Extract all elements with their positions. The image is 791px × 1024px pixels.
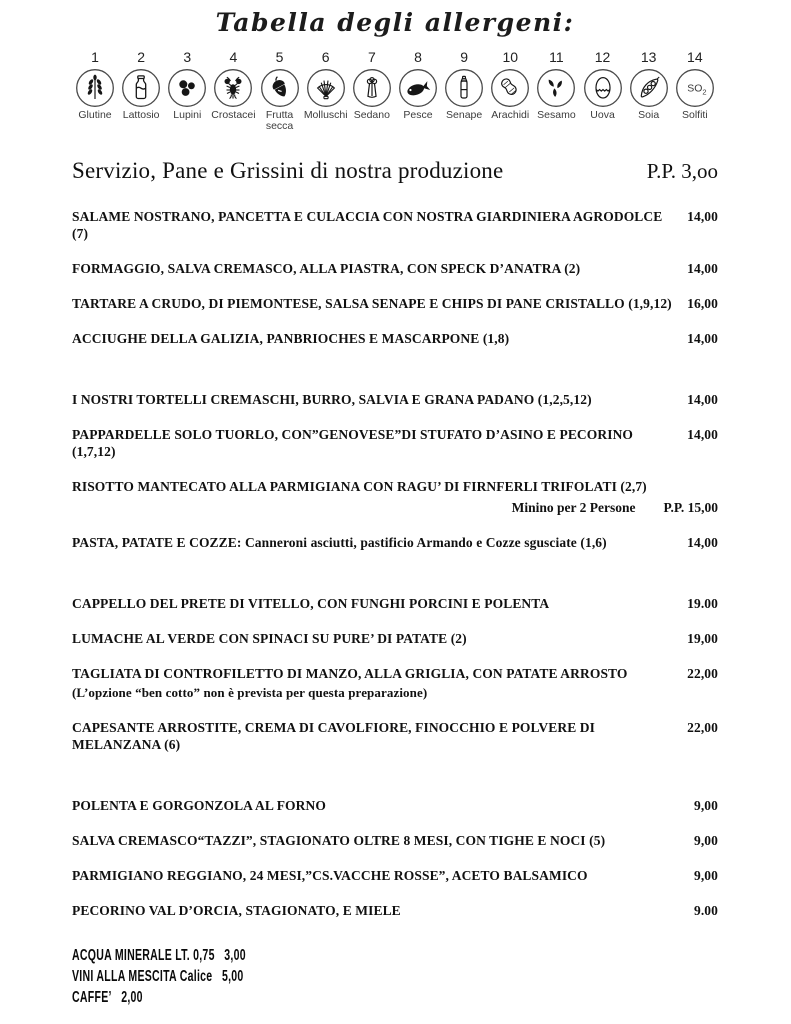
menu-item-name: PASTA, PATATE E COZZE: Canneroni asciutti, pastificio Armando e Cozze sgusciate (1,6) [72,535,607,551]
allergen-label: Solfiti [681,109,708,121]
menu-item-name: PARMIGIANO REGGIANO, 24 MESI,”CS.VACCHE ROSSE”, ACETO BALSAMICO [72,868,588,884]
crustacean-icon [213,68,253,108]
menu-item-price: 19,00 [687,631,718,647]
menu-item [72,665,718,701]
menu-item [72,630,718,647]
menu-item-name: TARTARE A CRUDO, DI PIEMONTESE, SALSA SENAPE E CHIPS DI PANE CRISTALLO (1,9,12) [72,296,672,312]
allergen-number: 1 [91,49,99,65]
subline-price: P.P. 15,00 [663,500,718,516]
allergen-number: 11 [549,49,564,65]
allergen-number: 10 [502,49,519,65]
menu-item-subline [72,499,718,516]
allergen-col-frutta-secca [257,49,303,132]
allergen-label: Senape [446,109,483,121]
menu-item-name: FORMAGGIO, SALVA CREMASCO, ALLA PIASTRA, CON SPECK D’ANATRA (2) [72,261,581,277]
allergen-label: Crostacei [211,109,256,121]
service-title: Servizio, Pane e Grissini di nostra produzione [72,158,504,184]
allergen-label: Uova [590,109,615,121]
menu-item-note: (L’opzione “ben cotto” non è prevista per questa preparazione) [72,685,428,701]
allergen-col-molluschi [303,49,349,132]
allergen-col-arachidi [487,49,533,132]
allergen-col-lupini [164,49,210,132]
menu-item [72,797,718,814]
allergen-col-sedano [349,49,395,132]
wheat-icon [75,68,115,108]
menu-item-price: 14,00 [687,392,718,408]
section-antipasti [72,208,718,347]
menu-item-title: TAGLIATA DI CONTROFILETTO DI MANZO, ALLA GRIGLIA, CON PATATE ARROSTO [72,666,628,682]
menu-item [72,260,718,277]
allergen-col-crostacei [210,49,256,132]
allergen-label: Molluschi [303,109,348,121]
allergen-number: 6 [321,49,330,65]
menu-item-price: 19.00 [687,596,718,612]
allergen-number: 8 [414,49,422,65]
menu-item-price: 14,00 [687,261,718,277]
menu-item-name [72,665,628,701]
allergen-label: Sedano [353,109,390,121]
mustard-bottle-icon [444,68,484,108]
drinks-block [72,945,718,1008]
drink-line-caffe [72,987,511,1008]
drink-label: ACQUA MINERALE LT. 0,75 [72,947,215,965]
allergen-label: Sesamo [537,109,576,121]
allergen-label: Lupini [173,109,202,121]
menu-item-price: 22,00 [687,666,718,682]
drink-price: 2,00 [121,989,143,1007]
allergen-col-lattosio [118,49,164,132]
allergen-label: Frutta secca [265,109,294,133]
menu-item-name: CAPESANTE ARROSTITE, CREMA DI CAVOLFIORE, FINOCCHIO E POLVERE DI MELANZANA (6) [72,720,595,753]
menu-item [72,391,718,408]
milk-bottle-icon [121,68,161,108]
menu-item-price: 14,00 [687,331,718,347]
menu-item [72,330,718,347]
menu-item-price: 9.00 [693,903,718,919]
allergen-number: 12 [594,49,611,65]
acorn-icon [260,68,300,108]
menu-item [72,208,718,242]
drink-line-acqua [72,945,511,966]
celery-icon [352,68,392,108]
menu-item-name: I NOSTRI TORTELLI CREMASCHI, BURRO, SALVIA E GRANA PADANO (1,2,5,12) [72,392,592,408]
menu-item [72,478,718,495]
allergen-label: Glutine [78,109,112,121]
menu-item-price: 14,00 [687,427,718,443]
fish-icon [398,68,438,108]
allergen-col-glutine [72,49,118,132]
menu-item-name: RISOTTO MANTECATO ALLA PARMIGIANA CON RAGU’ DI FIRNFERLI TRIFOLATI (2,7) [72,479,647,495]
lupins-icon [167,68,207,108]
menu-item [72,534,718,551]
allergen-number: 9 [460,49,469,65]
menu-item [72,867,718,884]
menu-item-name: POLENTA E GORGONZOLA AL FORNO [72,798,326,814]
menu-item-price: 14,00 [687,535,718,551]
allergen-number: 3 [183,49,192,65]
menu-item [72,902,718,919]
allergen-col-senape [441,49,487,132]
allergen-table [72,49,718,132]
menu-item-name: CAPPELLO DEL PRETE DI VITELLO, CON FUNGHI PORCINI E POLENTA [72,596,550,612]
menu-item-price: 9,00 [693,868,718,884]
service-header [72,158,718,184]
section-primi [72,391,718,551]
allergen-number: 14 [687,49,703,65]
allergen-col-sesamo [533,49,579,132]
menu-item-price: 9,00 [693,833,718,849]
section-formaggi [72,797,718,919]
menu-item [72,595,718,612]
menu-item-name: PECORINO VAL D’ORCIA, STAGIONATO, E MIELE [72,903,401,919]
drink-price: 3,00 [224,947,246,965]
allergen-label: Arachidi [491,109,530,121]
menu-item-price: 14,00 [687,209,718,225]
allergen-col-solfiti [672,49,718,132]
menu-item-name: ACCIUGHE DELLA GALIZIA, PANBRIOCHES E MASCARPONE (1,8) [72,331,510,347]
svg-text:SO2: $SO_2$ [687,82,707,97]
menu-item [72,719,718,753]
menu-item [72,295,718,312]
allergen-number: 4 [229,49,238,65]
drink-price: 5,00 [221,968,244,986]
menu-item-name: LUMACHE AL VERDE CON SPINACI SU PURE’ DI PATATE (2) [72,631,467,647]
drink-label: CAFFE’ [72,989,112,1007]
subline-text: Minino per 2 Persone [511,500,636,516]
allergen-label: Lattosio [122,109,160,121]
menu-item-price: 9,00 [693,798,718,814]
menu-item-name: SALAME NOSTRANO, PANCETTA E CULACCIA CON NOSTRA GIARDINIERA AGRODOLCE (7) [72,209,663,242]
section-secondi [72,595,718,753]
allergen-label: Soia [638,109,660,121]
page-title: Tabella degli allergeni: [215,8,575,37]
peanut-icon [490,68,530,108]
allergen-number: 2 [137,49,146,65]
allergen-number: 5 [275,49,284,65]
so2-icon [675,68,715,108]
allergen-number: 13 [640,49,657,65]
allergen-col-pesce [395,49,441,132]
sesame-icon [536,68,576,108]
allergen-number: 7 [367,49,376,65]
drink-line-vini [72,966,511,987]
allergen-col-uova [580,49,626,132]
soy-pod-icon [629,68,669,108]
egg-icon [583,68,623,108]
drink-label: VINI ALLA MESCITA Calice [72,968,213,986]
allergen-col-soia [626,49,672,132]
menu-item-name: PAPPARDELLE SOLO TUORLO, CON”GENOVESE”DI STUFATO D’ASINO E PECORINO (1,7,12) [72,427,634,460]
menu-item-price: 22,00 [687,720,718,736]
menu-item-price: 16,00 [687,296,718,312]
service-price: P.P. 3,oo [646,159,718,184]
menu-item-name: SALVA CREMASCO“TAZZI”, STAGIONATO OLTRE 8 MESI, CON TIGHE E NOCI (5) [72,833,606,849]
allergen-label: Pesce [403,109,433,121]
menu-item [72,832,718,849]
shell-icon [306,68,346,108]
menu-item [72,426,718,460]
